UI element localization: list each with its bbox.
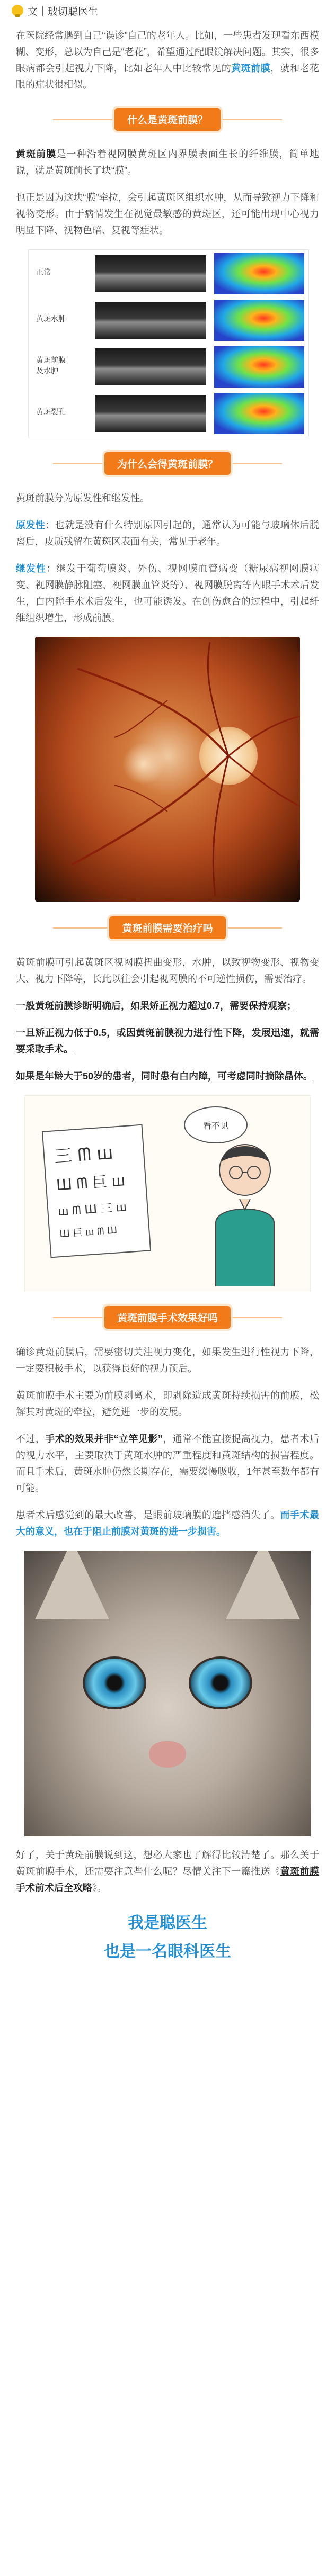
cat-eye (83, 1656, 146, 1709)
oct-label: 正常 (36, 268, 51, 276)
patient-figure (200, 1133, 290, 1286)
thickness-map (214, 253, 304, 294)
result-paragraph-4 (0, 1507, 335, 1540)
why-paragraph-3 (0, 561, 335, 626)
oct-scan (95, 395, 206, 432)
result-paragraph-3 (0, 1431, 335, 1497)
cat-ear (35, 1551, 109, 1619)
treat-paragraph-3 (0, 1025, 335, 1058)
secondary-term: 继发性 (16, 563, 47, 574)
result-bold: 手术的效果并非“立竿见影” (45, 1434, 163, 1444)
oct-label: 黄斑水肿 (36, 314, 66, 323)
section-why-heading (0, 450, 335, 476)
cat-nose (149, 1741, 186, 1768)
term-bold: 黄斑前膜 (16, 149, 57, 159)
intro-paragraph (0, 28, 335, 93)
observe-note: 一般黄斑前膜诊断明确后，如果矫正视力超过0.7，需要保持观察； (16, 1001, 297, 1011)
section-title: 为什么会得黄斑前膜？ (104, 452, 231, 475)
fundus-photo (35, 637, 300, 902)
eye-chart-row: ш ᗰ Ш 三 ш (57, 1201, 127, 1219)
signature (0, 1909, 335, 1966)
intro-text: 在医院经常遇到自己“误诊”自己的老年人。比如，一些患者发现看东西模糊、变形，总以为自己是“老花”，希望通过配眼镜解决问题。其实，很多眼病都会引起视力下降，比如老年人中比较常见的 (16, 30, 319, 74)
lightbulb-icon (12, 5, 23, 16)
cat-photo (24, 1551, 311, 1836)
surgery-note: 一旦矫正视力低于0.5，或因黄斑前膜视力进行性下降，发展迅速，就需要采取手术。 (16, 1028, 319, 1055)
section-result-heading (0, 1304, 335, 1330)
signature-line: 也是一名眼科医生 (104, 1943, 231, 1960)
byline (0, 0, 335, 21)
oct-scan (95, 255, 206, 292)
retinal-vessels (35, 637, 300, 902)
oct-row (29, 251, 310, 295)
cat-ear (226, 1551, 300, 1619)
outro-text-end: 》。 (92, 1883, 107, 1893)
oct-label: 黄斑裂孔 (36, 408, 66, 416)
result-text: 患者术后感觉到的最大改善，是眼前玻璃膜的遮挡感消失了。 (16, 1510, 280, 1520)
section-title: 黄斑前膜手术效果好吗 (104, 1306, 231, 1329)
outro-paragraph (0, 1847, 335, 1896)
treat-paragraph-1: 黄斑前膜可引起黄斑区视网膜扭曲变形，水肿，以致视物变形、视物变大、视力下降等，长此以往会引起视网膜的不可逆性损伤，需要治疗。 (16, 957, 319, 984)
eye-chart-row: 三 ᗰ ш (53, 1142, 114, 1168)
section-title: 什么是黄斑前膜？ (114, 108, 221, 131)
eye-test-illustration (24, 1095, 311, 1291)
outro-text: 好了，关于黄斑前膜说到这，想必大家也了解得比较清楚了。那么关于黄斑前膜手术，还需要注意些什么呢？尽情关注下一篇推送《 (16, 1850, 319, 1877)
why-paragraph-1: 黄斑前膜分为原发性和继发性。 (16, 493, 149, 503)
section-what-heading (0, 106, 335, 132)
intro-text-end: ，就和老花眼的症状很相似。 (16, 63, 320, 90)
result-paragraph-1: 确诊黄斑前膜后，需要密切关注视力变化，如果发生进行性视力下降，一定要积极手术，以获得良好的视力预后。 (16, 1347, 319, 1374)
result-text-end: ，通常不能直接提高视力，患者术后的视力水平，主要取决于黄斑水肿的严重程度和黄斑结构的损害程度。而且手术后，黄斑水肿仍然长期存在，需要缓慢吸收，1年甚至数年都有可能。 (16, 1434, 320, 1493)
primary-text: ：也就是没有什么特别原因引起的，通常认为可能与玻璃体后脱离后，皮质残留在黄斑区表面有关，常见于老年。 (16, 520, 320, 547)
byline-text: 文｜玻切聪医生 (28, 6, 99, 17)
thickness-map (214, 393, 304, 434)
oct-scan (95, 302, 206, 339)
thickness-map (214, 346, 304, 388)
oct-label: 黄斑前膜 及水肿 (36, 356, 66, 375)
oct-row (29, 298, 310, 342)
signature-line: 我是聪医生 (128, 1914, 207, 1932)
definition-text: 是一种沿着视网膜黄斑区内界膜表面生长的纤维膜，简单地说，就是黄斑前长了块“膜”。 (16, 149, 320, 176)
cat-eye (189, 1656, 252, 1709)
what-paragraph-2: 也正是因为这块“膜”牵拉，会引起黄斑区组织水肿，从而导致视力下降和视物变形。由于病情发生在视觉最敏感的黄斑区，还可能出现中心视力明显下降、视物色暗、复视等症状。 (16, 192, 319, 236)
oct-row (29, 344, 310, 389)
next-article-title: 黄斑前膜手术前术后全攻略 (16, 1866, 320, 1893)
thickness-map (214, 300, 304, 341)
eye-chart (42, 1124, 151, 1258)
oct-comparison-image (28, 249, 309, 437)
result-text: 不过， (16, 1434, 46, 1444)
oct-scan (95, 348, 206, 385)
intro-highlight: 黄斑前膜 (231, 63, 271, 74)
treat-paragraph-2 (0, 998, 335, 1014)
eye-chart-row: Ш 巨 ш ᗰ Ш (59, 1224, 118, 1240)
primary-term: 原发性 (16, 520, 46, 530)
what-paragraph-1 (0, 146, 335, 179)
section-title: 黄斑前膜需要治疗吗 (109, 916, 225, 939)
secondary-text: ：继发于葡萄膜炎、外伤、视网膜血管病变（糖尿病视网膜病变、视网膜静脉阻塞、视网膜血管炎等）、视网膜脱离等内眼手术术后发生，白内障手术术后发生，也可能诱发。在创伤愈合的过程中，引起纤维组织增生，形成前膜。 (16, 563, 319, 623)
result-paragraph-2: 黄斑前膜手术主要为前膜剥离术，即剥除造成黄斑持续损害的前膜，松解其对黄斑的牵拉，避免进一步的发展。 (16, 1390, 319, 1417)
section-treat-heading (0, 914, 335, 941)
treat-paragraph-4 (0, 1068, 335, 1085)
eye-chart-row: Ш ᗰ 巨 ш (55, 1172, 126, 1194)
result-highlight: 而手术最大的意义，也在于阻止前膜对黄斑的进一步损害。 (16, 1510, 320, 1537)
why-paragraph-2 (0, 517, 335, 550)
cataract-note: 如果是年龄大于50岁的患者，同时患有白内障，可考虑同时摘除晶体。 (16, 1071, 313, 1082)
oct-row (29, 391, 310, 435)
speech-text: 看不见 (202, 1121, 228, 1131)
